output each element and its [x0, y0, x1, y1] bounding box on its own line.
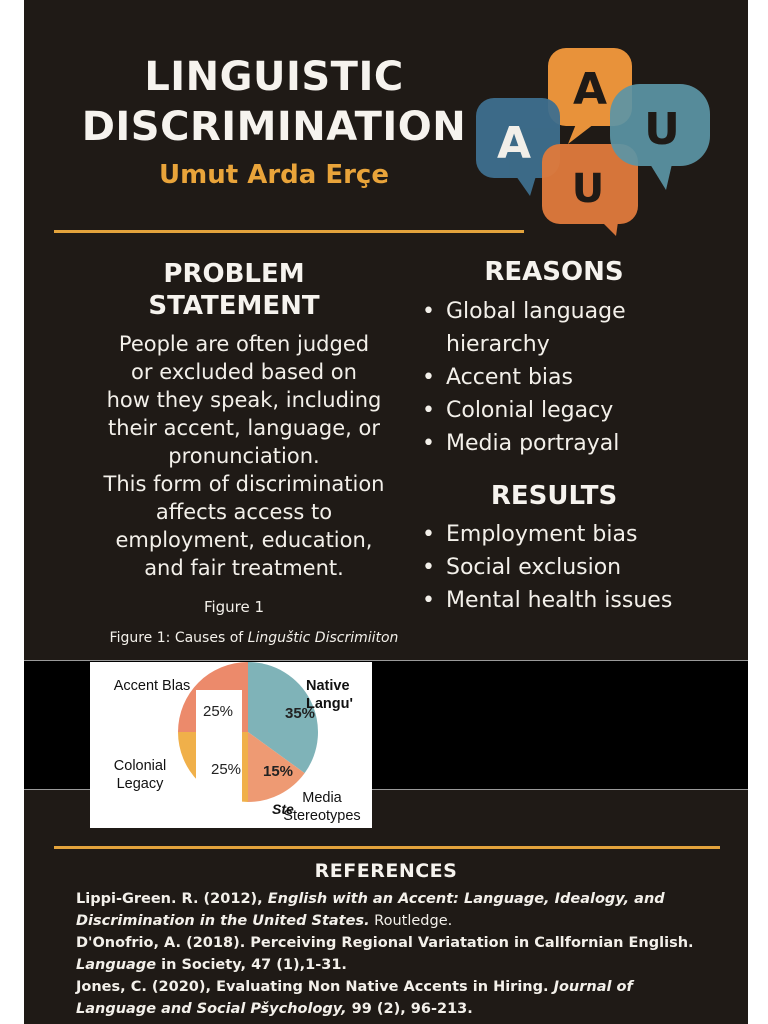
reference-italic: Language: [76, 957, 157, 973]
problem-line: their accent, language, or: [108, 416, 380, 440]
pie-slice-label: Colonial Legacy: [113, 758, 167, 792]
problem-heading-line-1: PROBLEM: [163, 259, 305, 289]
references-divider: [54, 846, 720, 849]
pie-percent-label: 25%: [210, 761, 242, 778]
reasons-list: [420, 295, 720, 460]
reference-tail: 99 (2), 96-213.: [346, 1001, 473, 1017]
reason-item-label: Media portrayal: [446, 431, 620, 456]
page-title: [64, 52, 484, 152]
problem-statement: [54, 330, 434, 582]
title-line-1: LINGUISTIC: [144, 54, 404, 100]
logo-letter-3: U: [571, 166, 605, 212]
problem-line: People are often judged: [118, 332, 370, 356]
result-item-label: Employment bias: [446, 522, 638, 547]
problem-line: or excluded based on: [131, 360, 357, 384]
problem-line: how they speak, including: [106, 388, 382, 412]
poster: [24, 0, 748, 1024]
result-item: [420, 584, 740, 617]
figure-caption: [54, 630, 454, 646]
references-list: [76, 888, 716, 1020]
reference-text: Jones, C. (2020), Evaluating Non Native Accents in Hiring.: [76, 979, 554, 995]
reasons-heading: REASONS: [484, 257, 624, 287]
reference-item: [76, 932, 716, 976]
reason-item-label: Global language hierarchy: [446, 299, 626, 357]
title-line-2: DISCRIMINATION: [81, 104, 467, 150]
problem-line: affects access to: [155, 500, 333, 524]
pie-slice-label: Accent Blas: [113, 678, 191, 694]
problem-heading-line-2: STATEMENT: [148, 291, 320, 321]
chart-overlay-text: Ste: [272, 801, 294, 817]
pie-percent-label: 15%: [262, 763, 294, 780]
reference-text: D'Onofrio, A. (2018). Perceiving Regional Variatation in Callfornian English.: [76, 935, 694, 951]
reference-item: [76, 976, 716, 1020]
reason-item: [420, 361, 720, 394]
pie-chart-svg: [90, 662, 372, 828]
problem-line: and fair treatment.: [144, 556, 344, 580]
reason-item: [420, 427, 720, 460]
pie-percent-label: 35%: [284, 705, 316, 722]
problem-heading: [64, 258, 404, 322]
pie-chart: [90, 662, 372, 828]
reason-item-label: Accent bias: [446, 365, 573, 390]
reference-item: [76, 888, 716, 932]
pie-percent-label: 25%: [202, 703, 234, 720]
problem-line: This form of discrimination: [103, 472, 385, 496]
author-name: Umut Arda Erçe: [159, 160, 389, 190]
pie-slice-label: Native Langu': [306, 678, 353, 712]
pie-slice-label: Media Stereotypes: [283, 790, 361, 824]
speech-bubbles-icon: [476, 40, 716, 240]
references-heading: REFERENCES: [314, 860, 458, 882]
result-item-label: Social exclusion: [446, 555, 622, 580]
figure-caption-italic: Linguštic Discrimiiton: [247, 630, 399, 646]
reason-item: [420, 295, 720, 361]
reference-italic: English with an Accent: Language, Idealogy, and Discrimination in the United States.: [76, 891, 665, 929]
logo-letter-2: A: [496, 118, 532, 169]
reason-item: [420, 394, 720, 427]
result-item: [420, 551, 740, 584]
logo-letter-4: U: [644, 104, 680, 155]
header-divider: [54, 230, 524, 233]
reference-tail: Routledge.: [369, 913, 453, 929]
reference-text: Lippi-Green. R. (2012),: [76, 891, 268, 907]
reference-tail: in Society, 47 (1),1-31.: [156, 957, 347, 973]
results-list: [420, 518, 740, 617]
result-item-label: Mental health issues: [446, 588, 673, 613]
problem-line: employment, education,: [115, 528, 373, 552]
result-item: [420, 518, 740, 551]
problem-line: pronunciation.: [168, 444, 320, 468]
logo-letter-1: A: [572, 64, 608, 115]
figure-label: Figure 1: [203, 598, 265, 616]
results-heading: RESULTS: [490, 481, 618, 511]
figure-caption-prefix: Figure 1: Causes of: [109, 630, 248, 646]
reason-item-label: Colonial legacy: [446, 398, 614, 423]
reference-italic: Journal of Language and Social Pšychology,: [76, 979, 633, 1017]
